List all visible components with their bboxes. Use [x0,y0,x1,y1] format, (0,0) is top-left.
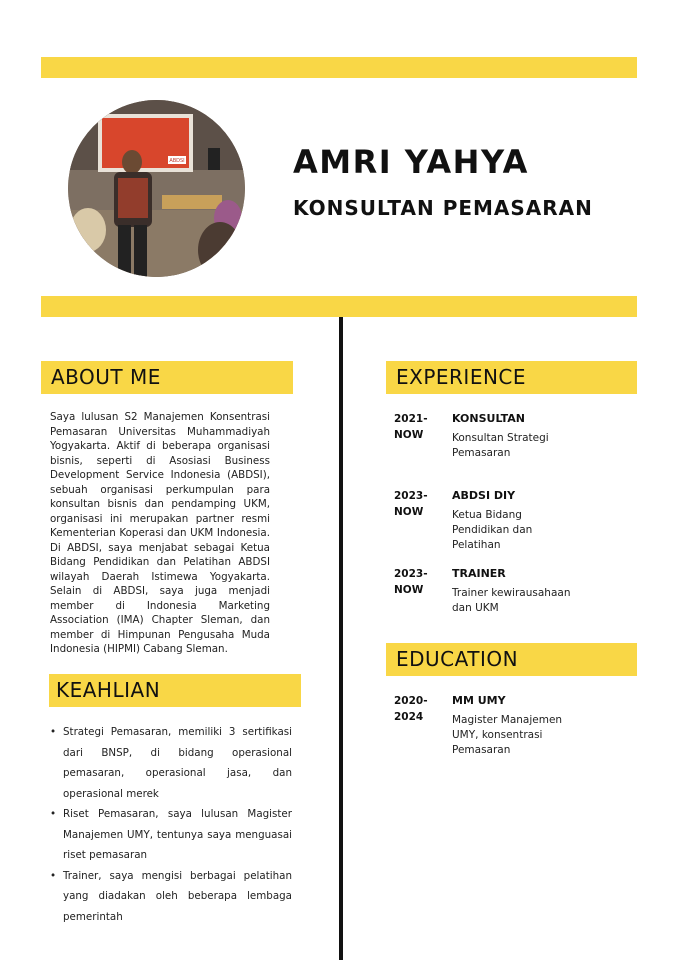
year-end: NOW [394,584,424,596]
entry-title: TRAINER [452,567,506,580]
about-heading: ABOUT ME [41,361,293,394]
bullet-icon: • [50,808,57,820]
education-heading: EDUCATION [386,643,637,676]
experience-heading: EXPERIENCE [386,361,637,394]
entry-years [394,693,439,725]
person-name: AMRI YAHYA [293,143,529,181]
slide-logo: ABDSI [169,158,185,164]
middle-accent-bar [41,296,637,317]
entry-title: MM UMY [452,694,506,707]
entry-years [394,566,439,598]
person-role: KONSULTAN PEMASARAN [293,196,593,220]
desc-line: Magister Manajemen [452,714,563,726]
desc-line: Pendidikan dan [452,524,533,536]
desc-line: Pemasaran [452,447,511,459]
year-start: 2023- [394,490,428,502]
entry-description [452,713,592,758]
year-start: 2023- [394,568,428,580]
skill-item [50,804,292,866]
presenter-photo-illustration [68,100,245,277]
desc-line: Konsultan Strategi [452,432,549,444]
entry-title: KONSULTAN [452,412,525,425]
skill-text: Trainer, saya mengisi berbagai pelatihan yang diadakan oleh beberapa lembaga pemerintah [63,869,292,923]
year-end: NOW [394,429,424,441]
entry-title: ABDSI DIY [452,489,516,502]
entry-description [452,431,592,461]
desc-line: UMY, konsentrasi [452,729,543,741]
skill-item [50,722,292,804]
desc-line: Pelatihan [452,539,501,551]
year-start: 2020- [394,695,428,707]
entry-years [394,488,439,520]
skills-heading: KEAHLIAN [49,674,301,707]
top-accent-bar [41,57,637,78]
desc-line: Trainer kewirausahaan [452,587,571,599]
skill-text: Riset Pemasaran, saya lulusan Magister Manajemen UMY, tentunya saya menguasai riset pemasaran [63,808,292,861]
skill-text: Strategi Pemasaran, memiliki 3 sertifikasi dari BNSP, di bidang operasional pemasaran, operasional jasa, dan operasional merek [63,726,292,800]
column-divider [339,317,343,960]
entry-description [452,586,592,616]
bullet-icon: • [50,869,57,882]
profile-photo [68,100,245,277]
bullet-icon: • [50,726,57,738]
year-end: 2024 [394,711,424,723]
year-start: 2021- [394,413,428,425]
skills-list [50,722,292,927]
entry-description [452,508,592,553]
entry-years [394,411,439,443]
desc-line: Ketua Bidang [452,509,522,521]
about-text: Saya lulusan S2 Manajemen Konsentrasi Pemasaran Universitas Muhammadiyah Yogyakarta. Aktif di beberapa organisasi bisnis, seperti di Asosiasi Business Development Service Indonesia (ABDSI), sebuah organisasi perkumpulan para konsultan bisnis dan pendamping UKM, organisasi ini merupakan partner resmi Kementerian Koperasi dan UKM Indonesia. Di ABDSI, saya menjabat sebagai Ketua Bidang Pendidikan dan Pelatihan ABDSI wilayah Daerah Istimewa Yogyakarta. Selain di ABDSI, saya juga menjadi member di Indonesia Marketing Association (IMA) Chapter Sleman, dan member di Himpunan Pengusaha Muda Indonesia (HIPMI) Cabang Sleman. [50,411,270,655]
skill-item [50,866,292,928]
desc-line: Pemasaran [452,744,511,756]
year-end: NOW [394,506,424,518]
desc-line: dan UKM [452,602,499,614]
